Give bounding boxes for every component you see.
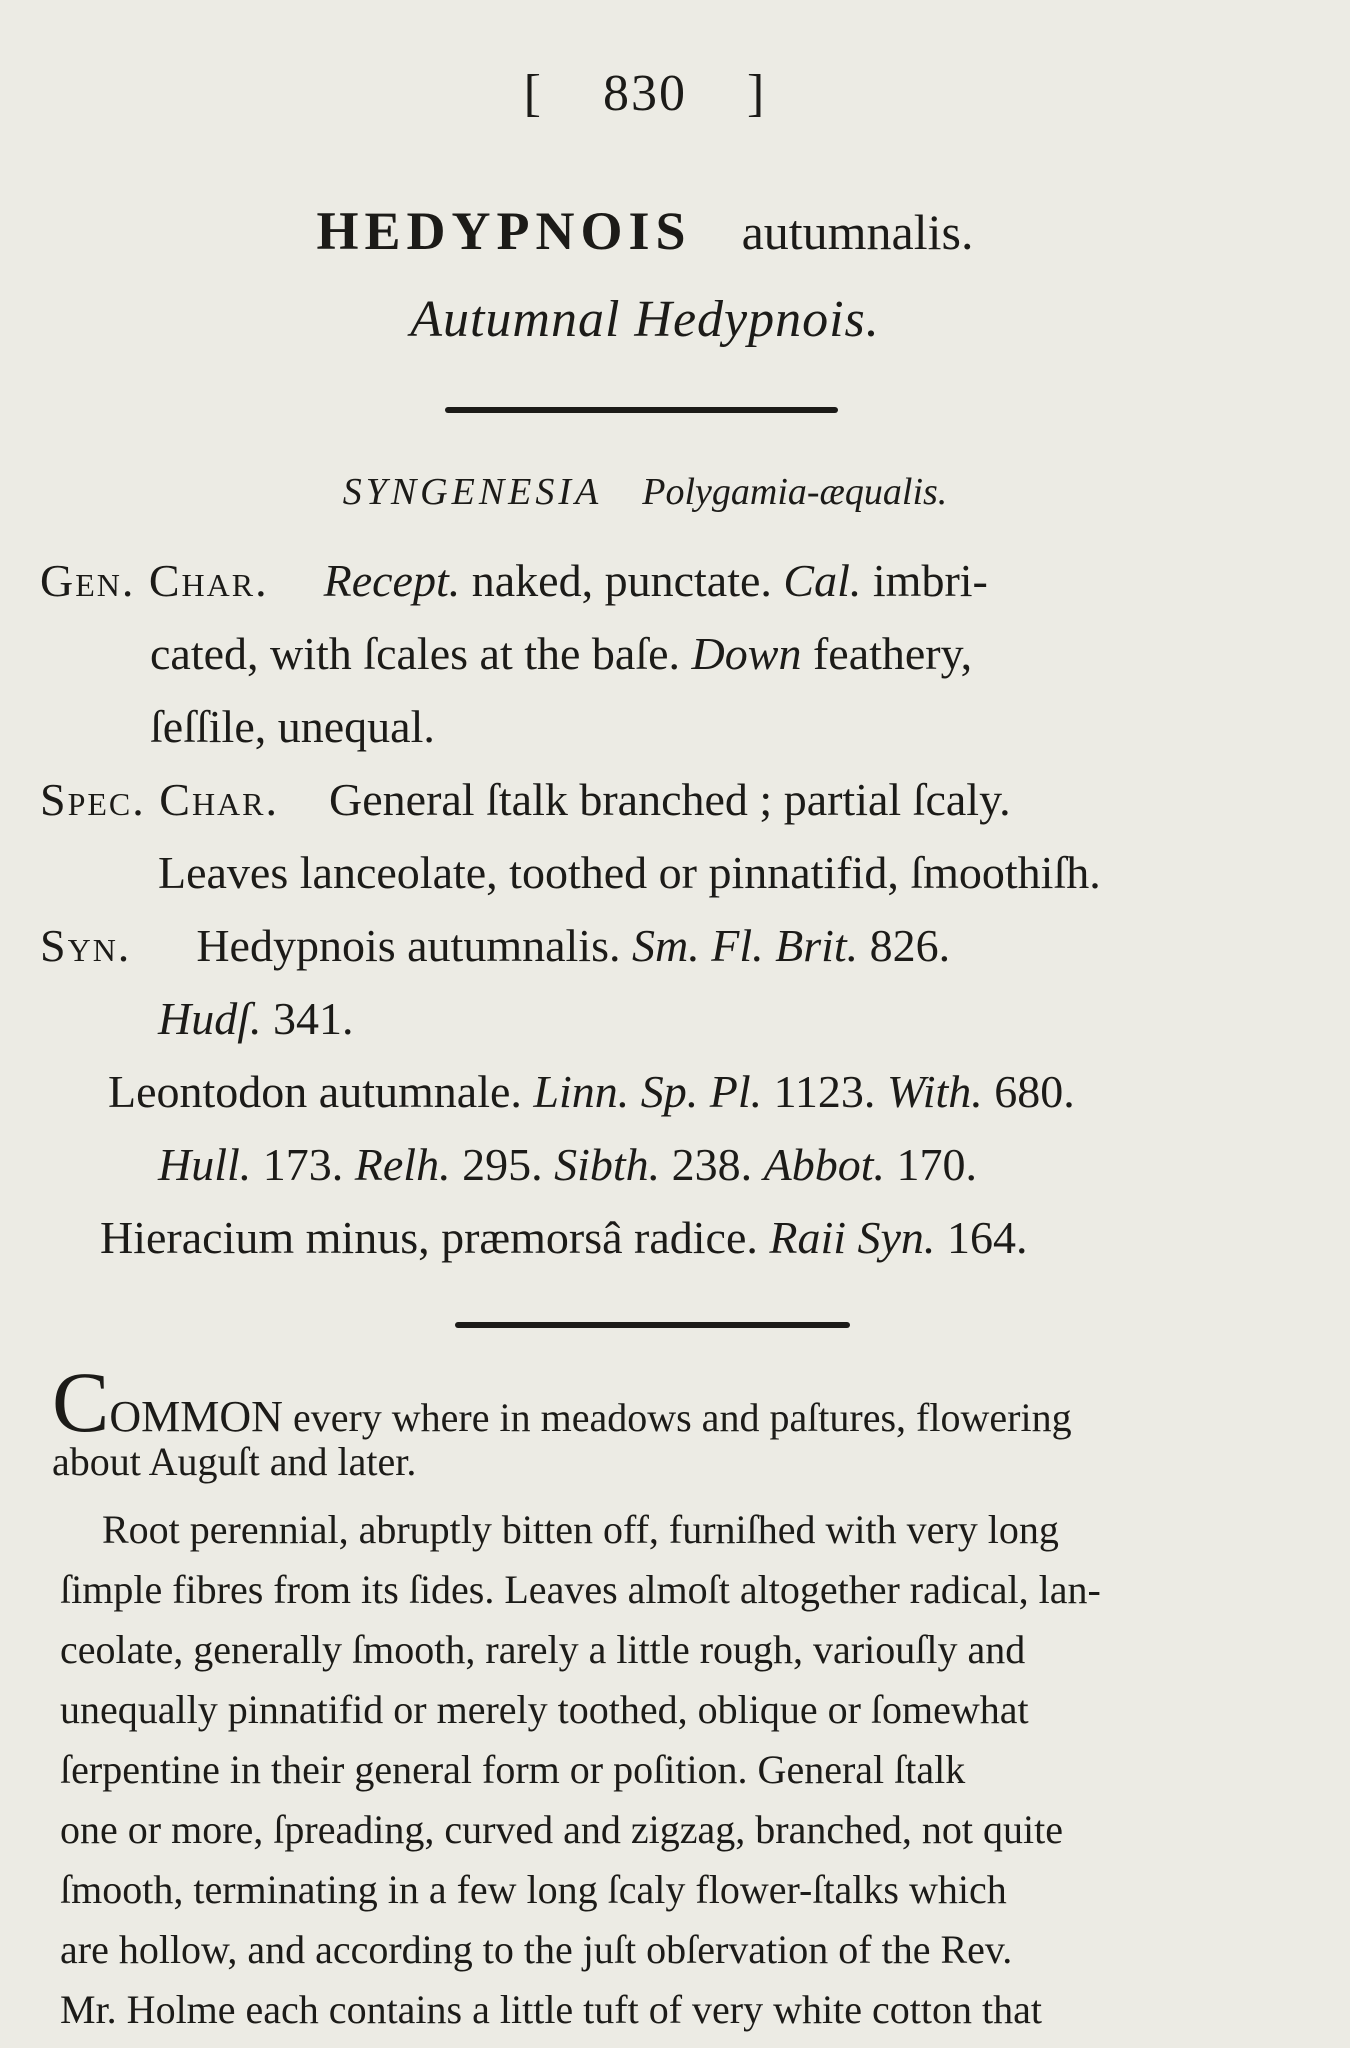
opening-word: OMMON: [109, 1392, 283, 1441]
syn-text-1: [196, 920, 950, 971]
bracket-open: [: [523, 65, 543, 122]
citation-text: Hull.: [158, 1139, 252, 1190]
gen-char-line-3: ſeſſile, unequal.: [150, 701, 435, 752]
syn-text-4: [158, 1139, 977, 1190]
syn-text-2: [158, 993, 354, 1044]
citation-text: Hudſ.: [158, 993, 262, 1044]
text-run: 170.: [885, 1139, 978, 1190]
citation-text: Sm. Fl. Brit.: [632, 920, 859, 971]
syn-line-2: [158, 982, 354, 1055]
syn-text-3: [108, 1066, 1075, 1117]
citation-text: With.: [886, 1066, 983, 1117]
syn-line-1: [40, 909, 950, 982]
species-name: autumnalis.: [741, 204, 974, 260]
genus-name: HEDYPNOIS: [316, 201, 692, 261]
citation-text: Recept.: [323, 555, 461, 606]
syn-line-4: [158, 1128, 977, 1201]
text-run: 295.: [450, 1139, 555, 1190]
text-run: 238.: [660, 1139, 764, 1190]
text-run: 173.: [251, 1139, 355, 1190]
citation-text: Linn. Sp. Pl.: [533, 1066, 763, 1117]
desc-p2-line: ſerpentine in their general form or poſition. General ſtalk: [60, 1747, 966, 1792]
common-name: Autumnal Hedypnois.: [410, 291, 880, 348]
desc-line-1-text: every where in meadows and paſtures, flowering: [282, 1395, 1072, 1440]
desc-p2-line: Mr. Holme each contains a little tuft of very white cotton that: [60, 1987, 1042, 2032]
desc-p2-line: Root perennial, abruptly bitten off, furniſhed with very long: [102, 1507, 1059, 1552]
bracket-close: ]: [747, 65, 767, 122]
spec-char-line-1: [40, 763, 1011, 836]
citation-text: Down: [691, 628, 802, 679]
text-run: feathery,: [801, 628, 973, 679]
text-run: Hedypnois autumnalis.: [196, 920, 632, 971]
desc-p2-line: unequally pinnatifid or merely toothed, oblique or ſomewhat: [60, 1687, 1029, 1732]
classification: [0, 470, 1290, 514]
citation-text: Cal.: [783, 555, 862, 606]
gen-char-text-2: [150, 628, 972, 679]
text-run: 826.: [858, 920, 951, 971]
syn-text-5: [100, 1212, 1027, 1263]
spec-char-label: Spec. Char.: [40, 774, 280, 825]
page-number: [0, 64, 1290, 123]
text-run: 341.: [261, 993, 354, 1044]
spec-char-text-1: General ſtalk branched ; partial ſcaly.: [329, 774, 1011, 825]
text-run: Hieracium minus, præmorsâ radice.: [100, 1212, 770, 1263]
drop-cap: C: [52, 1354, 110, 1450]
gen-char-line-2: [150, 617, 972, 690]
text-run: 1123.: [762, 1066, 887, 1117]
citation-text: Relh.: [354, 1139, 451, 1190]
gen-char-line-1: [40, 544, 988, 617]
desc-p2-line: one or more, ſpreading, curved and zigzag, branched, not quite: [60, 1807, 1063, 1852]
desc-p2-line: ceolate, generally ſmooth, rarely a little rough, variouſly and: [60, 1627, 1026, 1672]
divider-rule: [445, 407, 838, 413]
text-run: cated, with ſcales at the baſe.: [150, 628, 692, 679]
citation-text: Sibth.: [554, 1139, 661, 1190]
text-run: Leontodon autumnale.: [108, 1066, 534, 1117]
syn-label: Syn.: [40, 920, 132, 971]
page-number-value: 830: [603, 65, 687, 122]
text-run: 680.: [982, 1066, 1075, 1117]
text-run: imbri-: [861, 555, 988, 606]
syn-line-5: [100, 1201, 1027, 1274]
divider-rule-2: [455, 1322, 850, 1328]
text-run: 164.: [935, 1212, 1028, 1263]
class-name: SYNGENESIA: [342, 471, 603, 513]
syn-line-3: [108, 1055, 1075, 1128]
citation-text: Abbot.: [763, 1139, 886, 1190]
species-title: [0, 200, 1290, 262]
desc-p2-line: ſimple fibres from its ſides. Leaves almoſt altogether radical, lan-: [60, 1567, 1101, 1612]
gen-char-text-1: [324, 555, 988, 606]
text-run: naked, punctate.: [460, 555, 784, 606]
desc-p2-line: are hollow, and according to the juſt obſervation of the Rev.: [60, 1927, 1013, 1972]
desc-p2-line: ſmooth, terminating in a few long ſcaly flower-ſtalks which: [60, 1867, 1007, 1912]
desc-line-2: about Auguſt and later.: [52, 1439, 417, 1484]
spec-char-line-2: Leaves lanceolate, toothed or pinnatifid, ſmoothiſh.: [158, 847, 1101, 898]
gen-char-label: Gen. Char.: [40, 555, 269, 606]
order-name: Polygamia-æqualis.: [642, 471, 948, 513]
citation-text: Raii Syn.: [769, 1212, 936, 1263]
